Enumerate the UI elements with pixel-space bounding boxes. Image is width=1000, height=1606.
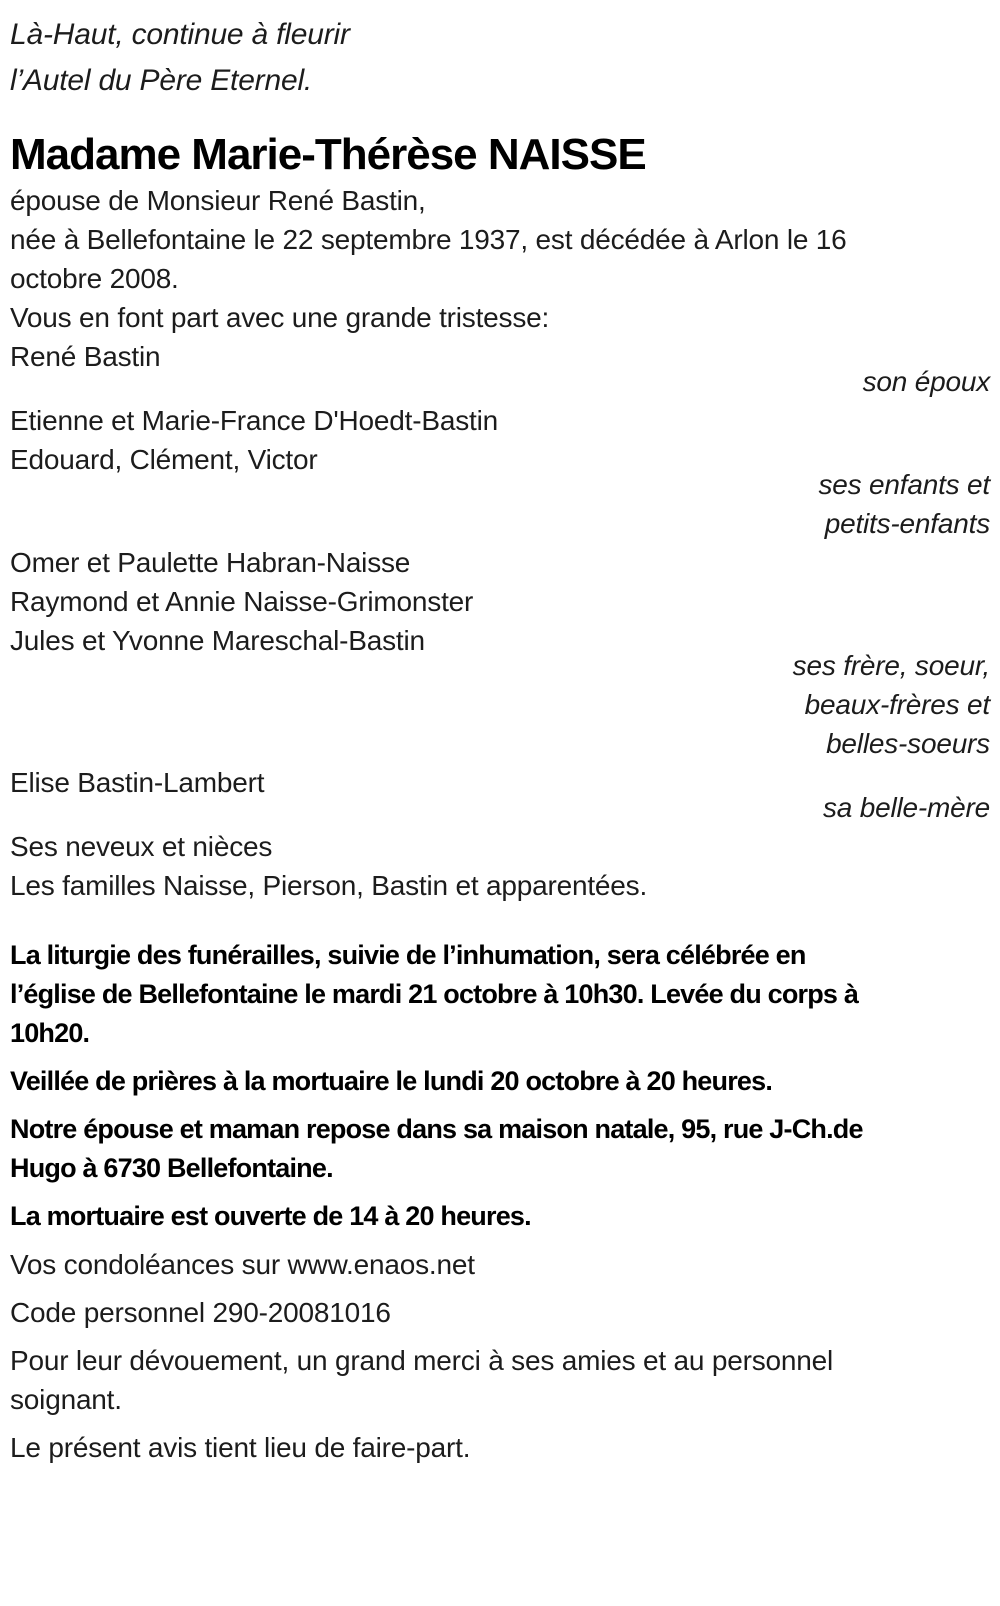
- legal-notice-paragraph: [10, 1428, 990, 1467]
- spouse-line: épouse de Monsieur René Bastin,: [10, 184, 426, 216]
- liturgy-line-3: 10h20.: [10, 1017, 90, 1048]
- legal-notice-line: Le présent avis tient lieu de faire-part.: [10, 1431, 471, 1463]
- mortuary-hours-paragraph: [10, 1197, 990, 1236]
- condolences-line: Vos condoléances sur www.enaos.net: [10, 1248, 475, 1280]
- liturgy-paragraph: [10, 936, 990, 1053]
- ceremony-details: [10, 936, 990, 1236]
- relation-label-line: son époux: [862, 365, 990, 397]
- family-member-line: Ses neveux et nièces: [10, 830, 273, 862]
- thanks-line-1: Pour leur dévouement, un grand merci à ses amies et au personnel: [10, 1344, 834, 1376]
- family-group-children: [10, 401, 990, 543]
- family-group-spouse: [10, 337, 990, 401]
- death-notice-line-2: octobre 2008.: [10, 262, 179, 294]
- family-group-extended: [10, 827, 990, 905]
- relation-label-line: ses enfants et: [818, 468, 990, 500]
- relation-label-line: sa belle-mère: [822, 791, 990, 823]
- family-list: [10, 337, 990, 905]
- family-member-line: Les familles Naisse, Pierson, Bastin et apparentées.: [10, 869, 648, 901]
- family-group-mother-in-law: [10, 763, 990, 827]
- family-member-line: Edouard, Clément, Victor: [10, 443, 318, 475]
- footer-info: [10, 1245, 990, 1467]
- epitaph: [10, 12, 990, 104]
- repose-line-1: Notre épouse et maman repose dans sa maison natale, 95, rue J-Ch.de: [10, 1113, 863, 1144]
- family-member-line: Jules et Yvonne Mareschal-Bastin: [10, 624, 425, 656]
- family-member-line: Raymond et Annie Naisse-Grimonster: [10, 585, 474, 617]
- thanks-line-2: soignant.: [10, 1383, 122, 1415]
- announcement-line: Vous en font part avec une grande tristesse:: [10, 301, 550, 333]
- death-notice-line-1: née à Bellefontaine le 22 septembre 1937, est décédée à Arlon le 16: [10, 223, 847, 255]
- relation-label: [10, 646, 990, 763]
- relation-label-line: belles-soeurs: [826, 727, 990, 759]
- family-member-line: Etienne et Marie-France D'Hoedt-Bastin: [10, 404, 498, 436]
- epitaph-line-2: l’Autel du Père Eternel.: [10, 64, 313, 97]
- liturgy-line-2: l’église de Bellefontaine le mardi 21 octobre à 10h30. Levée du corps à: [10, 978, 859, 1009]
- mortuary-hours-line: La mortuaire est ouverte de 14 à 20 heures.: [10, 1200, 531, 1231]
- family-member-line: Omer et Paulette Habran-Naisse: [10, 546, 411, 578]
- vigil-line: Veillée de prières à la mortuaire le lundi 20 octobre à 20 heures.: [10, 1065, 773, 1096]
- personal-code-line: Code personnel 290-20081016: [10, 1296, 391, 1328]
- relation-label-line: ses frère, soeur,: [792, 649, 990, 681]
- deceased-name-title: Madame Marie-Thérèse NAISSE: [10, 130, 646, 179]
- condolences-paragraph: [10, 1245, 990, 1284]
- personal-code-paragraph: [10, 1293, 990, 1332]
- epitaph-line-1: Là-Haut, continue à fleurir: [10, 18, 350, 51]
- liturgy-line-1: La liturgie des funérailles, suivie de l’inhumation, sera célébrée en: [10, 939, 806, 970]
- death-notice: [10, 220, 990, 298]
- family-member-line: René Bastin: [10, 340, 161, 372]
- family-member-line: Elise Bastin-Lambert: [10, 766, 265, 798]
- vigil-paragraph: [10, 1062, 990, 1101]
- relation-label-line: beaux-frères et: [804, 688, 990, 720]
- family-group-siblings: [10, 543, 990, 763]
- repose-paragraph: [10, 1110, 990, 1188]
- repose-line-2: Hugo à 6730 Bellefontaine.: [10, 1152, 333, 1183]
- relation-label-line: petits-enfants: [824, 507, 990, 539]
- thanks-paragraph: [10, 1341, 990, 1419]
